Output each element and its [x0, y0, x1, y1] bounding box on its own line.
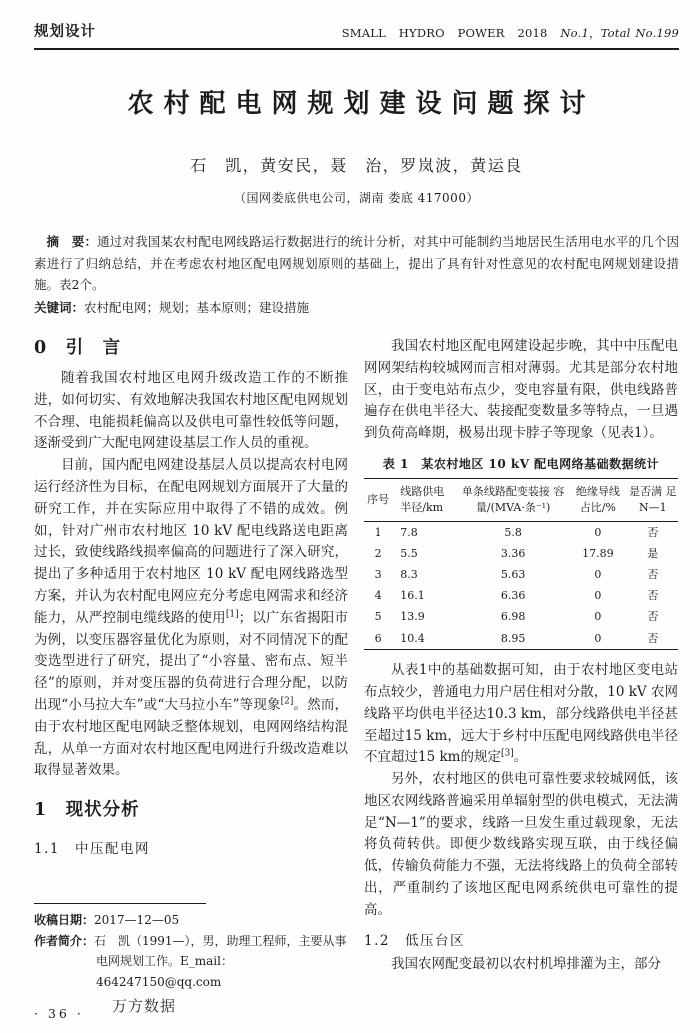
table-cell: 5.63 [500, 567, 526, 581]
subsection-heading-mv: 1.1 中压配电网 [34, 841, 150, 858]
text-segment: ；以广东省揭阳市为例，以变压器容量优化为原则，对不同情况下的配变选型进行了研究，提出了“小容量、密布点、短半径”的原则，并对变压器的负荷进行合理分配，以防出现“小马拉大车”或“大马拉小车”等现象 [34, 609, 349, 713]
analysis-paragraph-2: 另外，农村地区的供电可靠性要求较城网低，该地区农网线路普遍采用单辐射型的供电模式，无法满足“N—1”的要求，线路一旦发生重过载现象，无法将负荷转供。即便少数线路实现互联，由于线径偏低，传输负荷能力不强，无法将线路上的负荷全部转出，严重制约了该地区配电网系统供电可靠性的提高。 [364, 771, 678, 918]
received-date-line [34, 910, 348, 931]
received-date-label: 收稿日期： [34, 913, 95, 927]
lv-paragraph-1: 我国农网配变最初以农村机埠排灌为主，部分 [391, 955, 661, 972]
table-cell: 16.1 [400, 589, 425, 603]
abstract-label: 摘 要： [46, 234, 98, 249]
section-heading-analysis: 1 现状分析 [34, 800, 140, 821]
text-segment: 从表1中的基础数据可知，由于农村地区变电站布点较少，普通电力用户居住相对分散，10 kV 农网线路平均供电半径达10.3 km，部分线路供电半径甚至超过15 km，远大于乡村中压配电网线路供电半径不宜超过15 km的规定 [364, 662, 678, 766]
wanfang-watermark: 万方数据 [112, 997, 177, 1015]
keywords-block [34, 297, 679, 319]
table-cell: 0 [594, 589, 602, 603]
keywords-text: 农村配电网；规划；基本原则；建设措施 [84, 299, 310, 315]
table-cell: 13.9 [400, 610, 425, 624]
table-cell: 6.98 [500, 610, 526, 624]
table-cell: 2 [374, 546, 382, 560]
table-header: 线路供电 半径/km [392, 478, 458, 521]
table-cell: 是 [647, 546, 659, 560]
running-head [34, 20, 679, 50]
table-row [364, 564, 678, 585]
table-header: 单条线路配变装接 容量/(MVA·条⁻¹) [458, 478, 568, 521]
table-cell: 0 [594, 567, 602, 581]
table-cell: 否 [647, 567, 659, 581]
table-cell: 6.36 [500, 589, 526, 603]
article-title: 农村配电网规划建设问题探讨 [127, 89, 596, 119]
table-header-row [364, 478, 678, 521]
table-cell: 5.5 [400, 546, 418, 560]
data-table [364, 478, 678, 650]
table-cell: 否 [647, 631, 659, 645]
table-row [364, 586, 678, 607]
table-cell: 10.4 [400, 631, 425, 645]
right-column [364, 330, 678, 1018]
citation-ref-1: [1] [225, 609, 239, 620]
affiliation-line: （国网娄底供电公司，湖南 娄底 417000） [234, 191, 479, 205]
received-date-value: 2017—12—05 [94, 913, 180, 927]
author-bio-line-1 [34, 931, 348, 952]
journal-info [342, 25, 679, 41]
table-row [364, 607, 678, 628]
abstract-text: 通过对我国某农村配电网线路运行数据进行的统计分析，对其中可能制约当地居民生活用电水平的几个因素进行了归纳总结，并在考虑农村地区配电网规划原则的基础上，提出了具有针对性意见的农村配电网规划建设措施。表2个。 [34, 234, 679, 292]
total-number: Total No.199 [600, 26, 679, 40]
table-cell: 4 [374, 589, 382, 603]
citation-ref-2: [2] [280, 696, 294, 707]
table-cell: 17.89 [582, 546, 614, 560]
table-row [364, 543, 678, 564]
table-row [364, 521, 678, 543]
table-cell: 8.95 [500, 631, 526, 645]
separator: ， [588, 26, 601, 40]
intro-paragraph-2 [34, 455, 348, 782]
section-heading-intro: 0 引 言 [34, 338, 122, 358]
table-cell: 否 [647, 525, 659, 539]
column-section-label: 规划设计 [34, 24, 96, 40]
text-segment: 。 [513, 749, 528, 766]
analysis-paragraph-1 [364, 660, 678, 769]
two-column-body [34, 330, 679, 1018]
author-bio-text: 石 凯（1991—），男，助理工程师，主要从事 [94, 933, 347, 948]
table-body [364, 521, 678, 649]
table-row [364, 628, 678, 650]
keywords-label: 关键词： [34, 299, 85, 315]
page-number: · 36 · [34, 1006, 84, 1021]
table-cell: 3 [374, 567, 382, 581]
issue-number: No.1 [560, 26, 589, 40]
table-cell: 0 [594, 631, 602, 645]
subsection-heading-lv: 1.2 低压台区 [364, 932, 465, 949]
table-cell: 5 [374, 610, 382, 624]
table-header: 序号 [364, 478, 392, 521]
table-cell: 否 [647, 589, 659, 603]
table-cell: 8.3 [400, 567, 418, 581]
table-header: 绝缘导线 占比/% [568, 478, 628, 521]
citation-ref-3: [3] [500, 748, 514, 759]
table-title: 表 1 某农村地区 10 kV 配电网络基础数据统计 [382, 456, 660, 471]
table-cell: 3.36 [500, 546, 526, 560]
table-cell: 7.8 [400, 525, 418, 539]
table-cell: 1 [374, 525, 382, 539]
table-cell: 5.8 [504, 525, 522, 539]
journal-name: SMALL HYDRO POWER 2018 [341, 26, 548, 40]
table-cell: 0 [594, 525, 602, 539]
author-bio-line-2: 电网规划工作。E_mail：464247150@qq.com [96, 954, 233, 989]
intro-paragraph-1: 随着我国农村地区电网升级改造工作的不断推进，如何切实、有效地解决我国农村地区配电网规划不合理、电能损耗偏高以及供电可靠性较低等问题，逐渐受到广大配电网建设基层工作人员的重视。 [34, 370, 348, 452]
left-column [34, 330, 348, 1018]
table-cell: 6 [374, 631, 382, 645]
text-segment: 。然而，由于农村地区配电网缺乏整体规划，电网网络结构混乱，从单一方面对农村地区配电网进行升级改造难以取得显著效果。 [34, 696, 348, 779]
table-cell: 0 [594, 610, 602, 624]
footnote-block [34, 904, 348, 1018]
status-paragraph-1: 我国农村地区配电网建设起步晚，其中中压配电网网架结构较城网而言相对薄弱。尤其是部分农村地区，由于变电站布点少，变电容量有限，供电线路普遍存在供电半径大、装接配变数量多等特点，一旦遇到负荷高峰期，极易出现卡脖子等现象（见表1）。 [364, 338, 678, 442]
table-cell: 否 [647, 610, 659, 624]
authors-line: 石 凯，黄安民，聂 治，罗岚波，黄运良 [190, 156, 523, 175]
author-bio-label: 作者简介： [34, 933, 95, 948]
table-header: 是否满 足 N—1 [628, 478, 678, 521]
text-segment: 目前，国内配电网建设基层人员以提高农村电网运行经济性为目标，在配电网规划方面展开了大量的研究工作，并在实际应用中取得了不错的成效。例如，针对广州市农村地区 10 kV 配电线路送电距离过长，致使线路线损率偏高的问题进行了深入研究，提出了多种适用于农村地区 10 kV 配电网线路选型方案，并认为农村配电网应充分考虑电网需求和经济能力，从严控制电缆线路的使用 [34, 457, 348, 626]
abstract-block [34, 231, 679, 296]
